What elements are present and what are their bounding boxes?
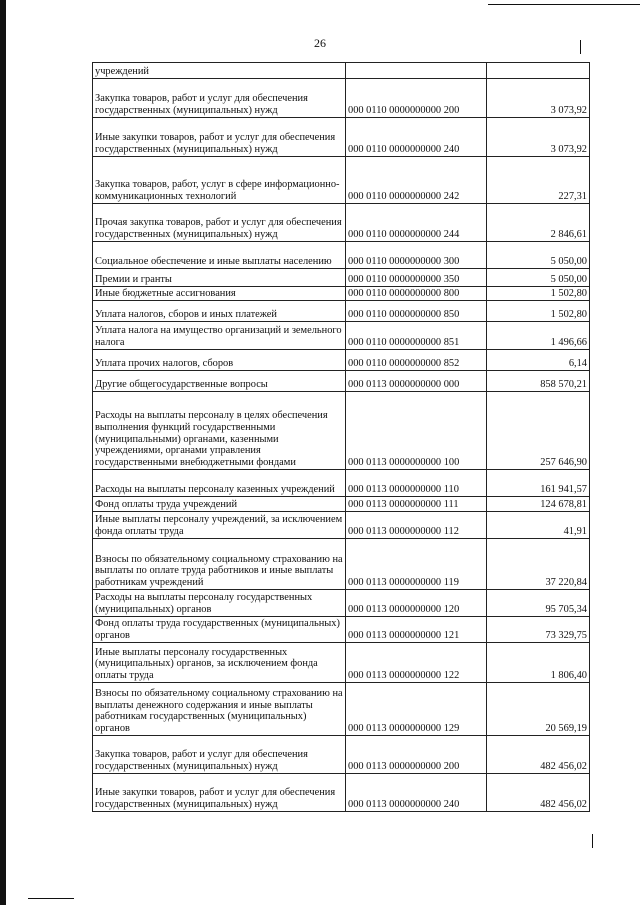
row-name: Фонд оплаты труда государственных (муниципальных) органов (93, 617, 346, 643)
row-amount: 95 705,34 (487, 590, 590, 617)
row-amount: 227,31 (487, 157, 590, 204)
row-name: Иные выплаты персоналу государственных (муниципальных) органов, за исключением фонда оплаты труда (93, 643, 346, 683)
table-row (93, 539, 590, 590)
row-amount: 482 456,02 (487, 736, 590, 774)
row-name: Фонд оплаты труда учреждений (93, 497, 346, 512)
row-code: 000 0110 0000000000 800 (346, 287, 487, 301)
table-row (93, 512, 590, 539)
page-number: 26 (314, 36, 326, 50)
row-code: 000 0110 0000000000 200 (346, 79, 487, 118)
row-code: 000 0110 0000000000 300 (346, 242, 487, 269)
row-code: 000 0110 0000000000 244 (346, 204, 487, 242)
budget-table-body (93, 63, 590, 812)
row-code: 000 0113 0000000000 000 (346, 371, 487, 392)
row-amount: 3 073,92 (487, 79, 590, 118)
row-name: Социальное обеспечение и иные выплаты населению (93, 242, 346, 269)
table-row (93, 392, 590, 470)
row-amount: 161 941,57 (487, 470, 590, 497)
table-row (93, 470, 590, 497)
row-amount: 6,14 (487, 350, 590, 371)
row-name: Расходы на выплаты персоналу в целях обеспечения выполнения функций государственными (муниципальными) органами, казенными учреждениями, органами управления государственными внебюджетными фондами (93, 392, 346, 470)
table-row (93, 118, 590, 157)
row-amount: 20 569,19 (487, 683, 590, 736)
table-row (93, 350, 590, 371)
row-amount: 5 050,00 (487, 269, 590, 287)
row-name: Расходы на выплаты персоналу государственных (муниципальных) органов (93, 590, 346, 617)
row-amount: 1 502,80 (487, 301, 590, 322)
scan-mark-bottom-left (28, 898, 74, 899)
row-code (346, 63, 487, 79)
row-code: 000 0110 0000000000 242 (346, 157, 487, 204)
row-code: 000 0110 0000000000 852 (346, 350, 487, 371)
table-row (93, 157, 590, 204)
row-name: Иные закупки товаров, работ и услуг для обеспечения государственных (муниципальных) нужд (93, 774, 346, 812)
row-amount: 3 073,92 (487, 118, 590, 157)
table-row (93, 63, 590, 79)
row-name: Другие общегосударственные вопросы (93, 371, 346, 392)
row-code: 000 0113 0000000000 129 (346, 683, 487, 736)
row-name: Закупка товаров, работ и услуг для обеспечения государственных (муниципальных) нужд (93, 79, 346, 118)
row-code: 000 0113 0000000000 240 (346, 774, 487, 812)
row-name: Иные выплаты персоналу учреждений, за исключением фонда оплаты труда (93, 512, 346, 539)
scan-line-top-right (488, 4, 640, 5)
row-amount: 2 846,61 (487, 204, 590, 242)
row-amount: 1 502,80 (487, 287, 590, 301)
row-amount: 1 496,66 (487, 322, 590, 350)
row-amount: 482 456,02 (487, 774, 590, 812)
table-row (93, 643, 590, 683)
row-name: Взносы по обязательному социальному страхованию на выплаты по оплате труда работников и иные выплаты работникам учреждений (93, 539, 346, 590)
row-amount: 41,91 (487, 512, 590, 539)
table-row (93, 497, 590, 512)
row-amount: 1 806,40 (487, 643, 590, 683)
row-code: 000 0110 0000000000 350 (346, 269, 487, 287)
row-code: 000 0113 0000000000 119 (346, 539, 487, 590)
row-code: 000 0113 0000000000 111 (346, 497, 487, 512)
scan-edge-left (0, 0, 6, 905)
row-name: Премии и гранты (93, 269, 346, 287)
scan-mark-bottom-right (592, 834, 593, 848)
row-amount: 124 678,81 (487, 497, 590, 512)
row-code: 000 0113 0000000000 122 (346, 643, 487, 683)
table-row (93, 590, 590, 617)
table-row (93, 322, 590, 350)
table-row (93, 301, 590, 322)
row-code: 000 0113 0000000000 100 (346, 392, 487, 470)
row-code: 000 0113 0000000000 112 (346, 512, 487, 539)
row-name: учреждений (93, 63, 346, 79)
row-name: Уплата прочих налогов, сборов (93, 350, 346, 371)
table-row (93, 204, 590, 242)
row-name: Закупка товаров, работ и услуг для обеспечения государственных (муниципальных) нужд (93, 736, 346, 774)
row-code: 000 0110 0000000000 851 (346, 322, 487, 350)
row-code: 000 0113 0000000000 200 (346, 736, 487, 774)
table-row (93, 736, 590, 774)
table-row (93, 79, 590, 118)
table-row (93, 371, 590, 392)
table-row (93, 617, 590, 643)
row-amount: 5 050,00 (487, 242, 590, 269)
row-name: Закупка товаров, работ, услуг в сфере информационно-коммуникационных технологий (93, 157, 346, 204)
row-name: Уплата налога на имущество организаций и земельного налога (93, 322, 346, 350)
row-code: 000 0113 0000000000 120 (346, 590, 487, 617)
row-code: 000 0110 0000000000 850 (346, 301, 487, 322)
budget-table (92, 62, 590, 812)
table-row (93, 287, 590, 301)
row-name: Взносы по обязательному социальному страхованию на выплаты денежного содержания и иные выплаты работникам государственных (муниципальных) органов (93, 683, 346, 736)
table-row (93, 683, 590, 736)
row-code: 000 0113 0000000000 110 (346, 470, 487, 497)
row-amount: 37 220,84 (487, 539, 590, 590)
row-name: Уплата налогов, сборов и иных платежей (93, 301, 346, 322)
row-name: Расходы на выплаты персоналу казенных учреждений (93, 470, 346, 497)
table-row (93, 269, 590, 287)
row-amount: 257 646,90 (487, 392, 590, 470)
table-row (93, 242, 590, 269)
row-name: Иные бюджетные ассигнования (93, 287, 346, 301)
row-name: Иные закупки товаров, работ и услуг для обеспечения государственных (муниципальных) нужд (93, 118, 346, 157)
row-amount: 858 570,21 (487, 371, 590, 392)
table-row (93, 774, 590, 812)
row-amount (487, 63, 590, 79)
row-name: Прочая закупка товаров, работ и услуг для обеспечения государственных (муниципальных) нужд (93, 204, 346, 242)
row-amount: 73 329,75 (487, 617, 590, 643)
row-code: 000 0113 0000000000 121 (346, 617, 487, 643)
row-code: 000 0110 0000000000 240 (346, 118, 487, 157)
